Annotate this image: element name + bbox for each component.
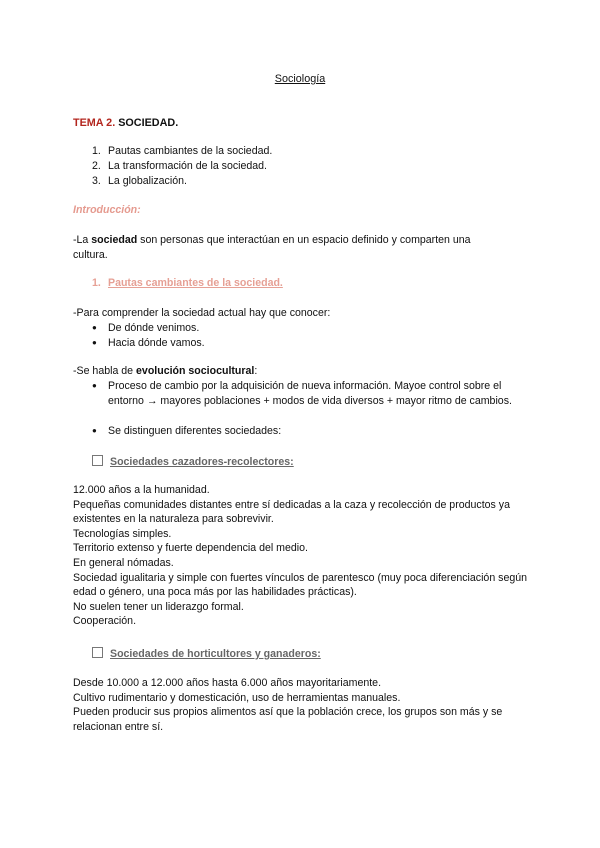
list-item: ● De dónde venimos. [92,322,200,335]
bullet-list-1 [92,321,205,350]
cazadores-block: 12.000 años a la humanidad. Pequeñas comunidades distantes entre sí dedicadas a la caza y recolección de productos ya existentes en la naturaleza para sobrevivir. Tecnologías simples. Territorio extenso y fuerte dependencia del medio. En general nómadas. Sociedad igualitaria y simple con fuertes vínculos de parentesco (muy poca diferenciación según edad o género, una poca más por las habilidades prácticas). No suelen tener un liderazgo formal. Cooperación. [73,484,528,628]
tema-label: TEMA 2. [73,117,116,129]
intro-heading: Introducción: [73,204,141,216]
tema-name: SOCIEDAD. [115,117,179,129]
topic-list [92,144,272,189]
comprender-paragraph: -Para comprender la sociedad actual hay que conocer: [73,307,331,319]
list-item: 1. Pautas cambiantes de la sociedad. [92,145,273,157]
definition-paragraph: -La sociedad son personas que interactúan en un espacio definido y comparten una cultura. [73,234,471,261]
subheading-horticultores: Sociedades de horticultores y ganaderos: [92,647,321,660]
checkbox-icon [92,647,103,658]
list-item: ● Se distinguen diferentes sociedades: [92,425,282,438]
list-item: Proceso de cambio por la adquisición de nueva información. Mayoe control sobre el entorno → mayores poblaciones + modos de vida diversos + mayor ritmo de cambios. [108,380,512,407]
list-item: 3. La globalización. [92,175,187,187]
subheading-cazadores: Sociedades cazadores-recolectores: [92,455,294,468]
list-item: ● Hacia dónde vamos. [92,336,205,349]
bullet-marker: ● [92,381,97,390]
evolucion-paragraph: -Se habla de evolución sociocultural: [73,365,258,377]
list-item: 2. La transformación de la sociedad. [92,160,267,172]
section-heading-1: 1. Pautas cambiantes de la sociedad. [92,277,283,289]
checkbox-icon [92,455,103,466]
page-title: Sociología [274,73,326,85]
horticultores-block: Desde 10.000 a 12.000 años hasta 6.000 años mayoritariamente. Cultivo rudimentario y domesticación, uso de herramientas manuales. Pueden producir sus propios alimentos así que la población crece, los grupos son más y se relacionan entre sí. [73,677,503,733]
tema-heading [73,117,178,129]
